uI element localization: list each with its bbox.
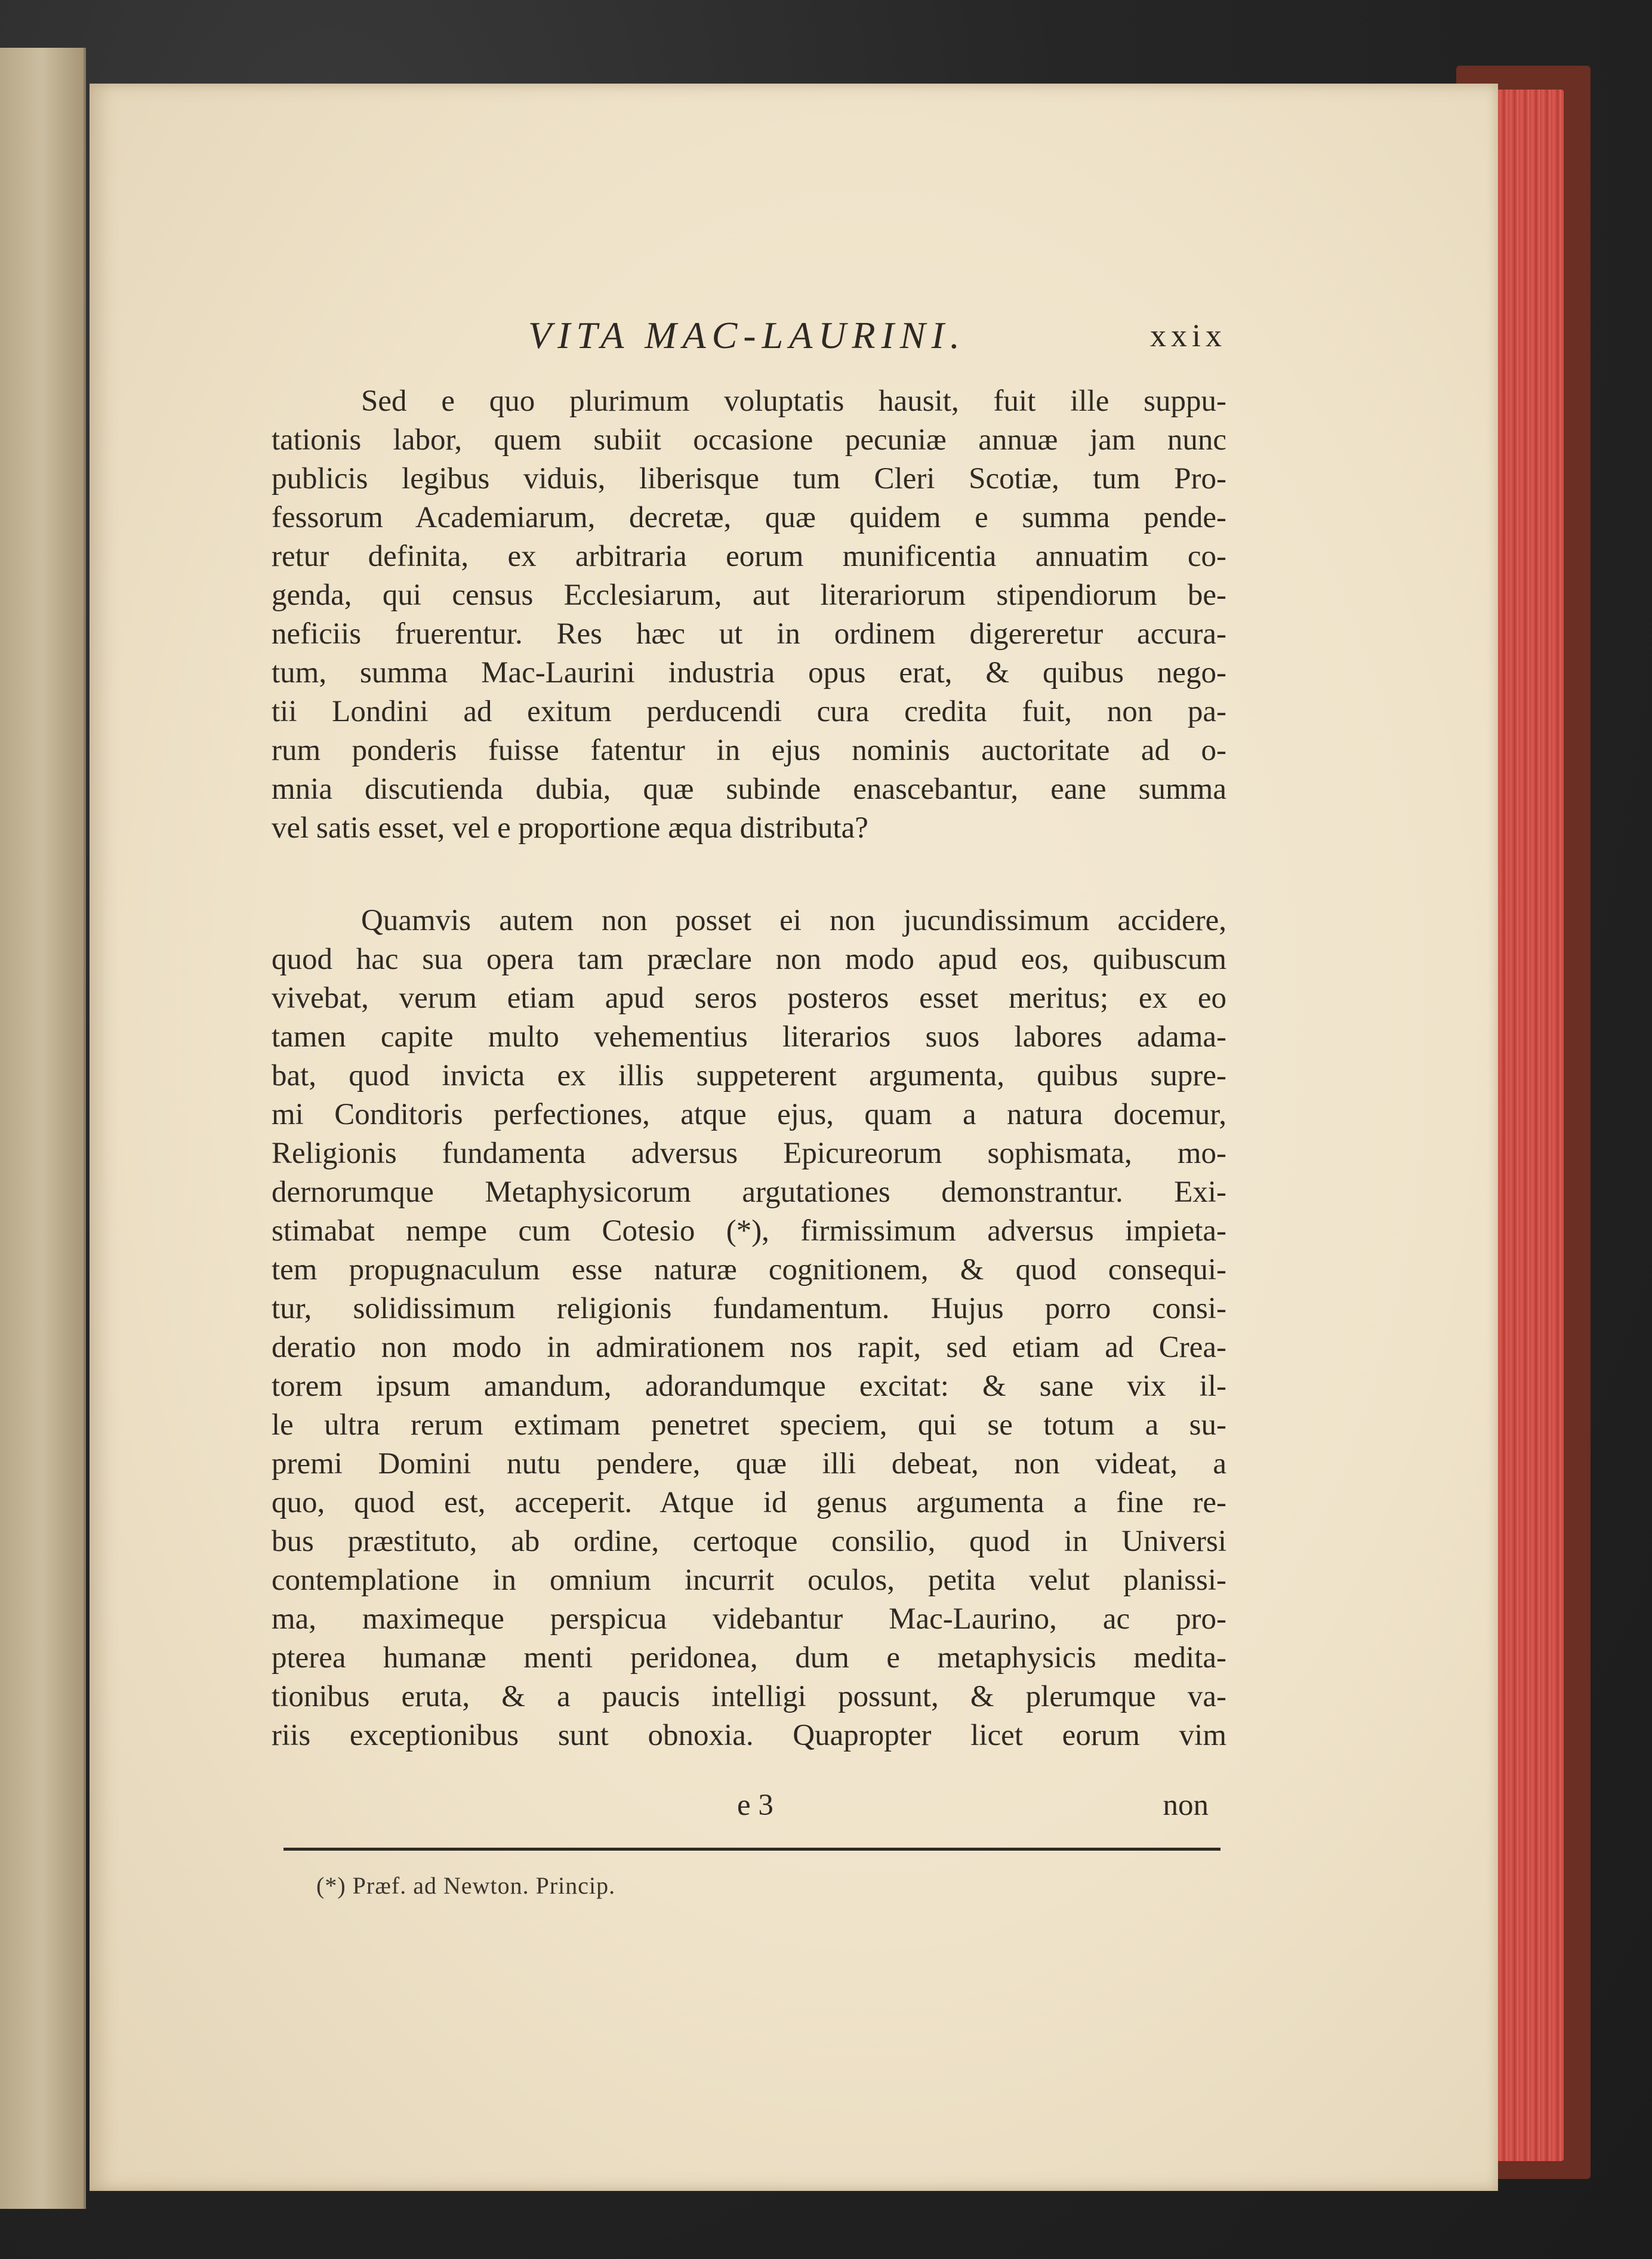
text-line: le ultra rerum extimam penetret speciem, qui se totum a su- xyxy=(272,1408,1226,1442)
catchword: non xyxy=(1163,1789,1209,1822)
text-line: contemplatione in omnium incurrit oculos, petita velut planissi- xyxy=(272,1564,1226,1597)
text-line: deratio non modo in admirationem nos rapit, sed etiam ad Crea- xyxy=(272,1331,1226,1364)
text-line: quo, quod est, acceperit. Atque id genus argumenta a fine re- xyxy=(272,1486,1226,1519)
text-line: publicis legibus viduis, liberisque tum Cleri Scotiæ, tum Pro- xyxy=(272,462,1226,495)
text-line: retur definita, ex arbitraria eorum munificentia annuatim co- xyxy=(272,540,1226,573)
footnote-rule xyxy=(283,1848,1220,1851)
text-line: Religionis fundamenta adversus Epicureorum sophismata, mo- xyxy=(272,1137,1226,1170)
text-line: torem ipsum amandum, adorandumque excitat: & sane vix il- xyxy=(272,1369,1226,1403)
text-line: Quamvis autem non posset ei non jucundissimum accidere, xyxy=(361,904,1226,937)
text-line: fessorum Academiarum, decretæ, quæ quidem e summa pende- xyxy=(272,501,1226,534)
paragraph-1 xyxy=(272,382,1226,848)
text-line: dernorumque Metaphysicorum argutationes demonstrantur. Exi- xyxy=(272,1175,1226,1209)
text-line: Sed e quo plurimum voluptatis hausit, fuit ille suppu- xyxy=(361,384,1226,418)
text-line: tamen capite multo vehementius literarios suos labores adama- xyxy=(272,1020,1226,1054)
text-line: tem propugnaculum esse naturæ cognitionem, & quod consequi- xyxy=(272,1253,1226,1287)
page-foot xyxy=(272,1788,1226,1830)
text-line: pterea humanæ menti peridonea, dum e metaphysicis medita- xyxy=(272,1641,1226,1675)
text-line: neficiis fruerentur. Res hæc ut in ordinem digereretur accura- xyxy=(272,617,1226,651)
running-title: VITA MAC-LAURINI. xyxy=(528,314,966,356)
text-line: bus præstituto, ab ordine, certoque consilio, quod in Universi xyxy=(272,1525,1226,1558)
text-line: tii Londini ad exitum perducendi cura credita fuit, non pa- xyxy=(272,695,1226,728)
page-number: xxix xyxy=(1149,318,1226,353)
text-line: riis exceptionibus sunt obnoxia. Quapropter licet eorum vim xyxy=(272,1719,1226,1752)
text-line: tationis labor, quem subiit occasione pecuniæ annuæ jam nunc xyxy=(272,423,1226,457)
text-line: tionibus eruta, & a paucis intelligi possunt, & plerumque va- xyxy=(272,1680,1226,1713)
text-line: vivebat, verum etiam apud seros posteros esset meritus; ex eo xyxy=(272,981,1226,1015)
paragraph-2 xyxy=(272,901,1226,1755)
text-line: vel satis esset, vel e proportione æqua distributa? xyxy=(272,811,868,845)
text-line: premi Domini nutu pendere, quæ illi debeat, non videat, a xyxy=(272,1447,1226,1481)
text-line: stimabat nempe cum Cotesio (*), firmissimum adversus impieta- xyxy=(272,1214,1226,1248)
text-line: tum, summa Mac-Laurini industria opus erat, & quibus nego- xyxy=(272,656,1226,690)
text-line: mi Conditoris perfectiones, atque ejus, quam a natura docemur, xyxy=(272,1098,1226,1131)
facing-page-edge xyxy=(0,48,86,2209)
text-line: mnia discutienda dubia, quæ subinde enascebantur, eane summa xyxy=(272,773,1226,806)
text-line: rum ponderis fuisse fatentur in ejus nominis auctoritate ad o- xyxy=(272,734,1226,767)
text-line: tur, solidissimum religionis fundamentum. Hujus porro consi- xyxy=(272,1292,1226,1325)
text-line: quod hac sua opera tam præclare non modo apud eos, quibuscum xyxy=(272,943,1226,976)
text-line: bat, quod invicta ex illis suppeterent argumenta, quibus supre- xyxy=(272,1059,1226,1092)
footnote: (*) Præf. ad Newton. Princip. xyxy=(316,1872,616,1899)
signature-mark: e 3 xyxy=(737,1789,773,1822)
text-line: genda, qui census Ecclesiarum, aut literariorum stipendiorum be- xyxy=(272,578,1226,612)
running-head xyxy=(272,313,1226,367)
text-line: ma, maximeque perspicua videbantur Mac-Laurino, ac pro- xyxy=(272,1602,1226,1636)
